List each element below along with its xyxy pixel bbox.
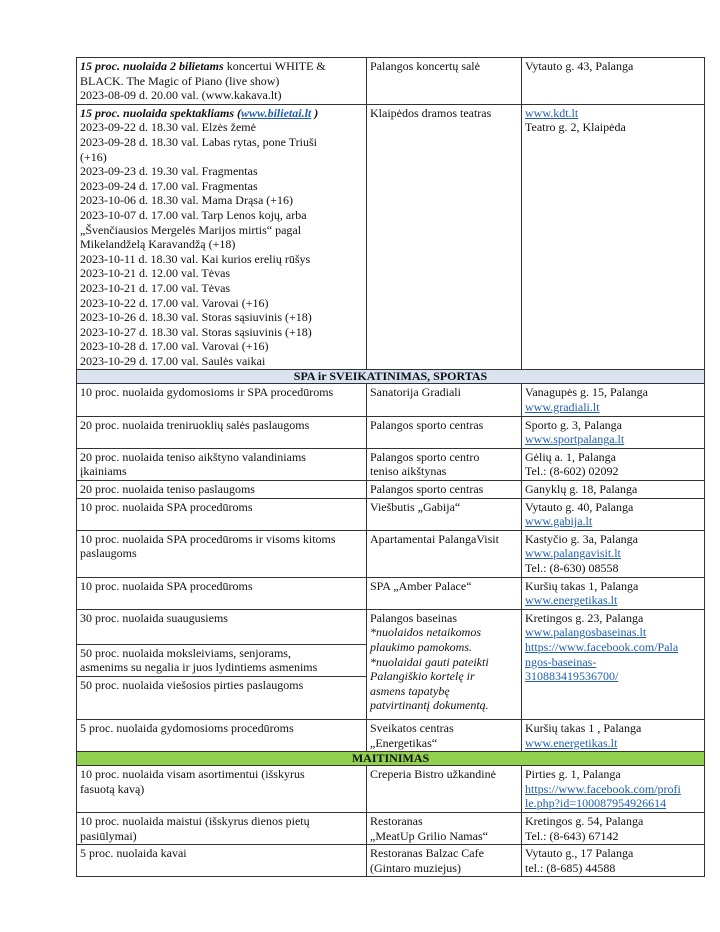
discount-cell <box>77 719 367 751</box>
place-cell <box>367 104 522 370</box>
discount-title: 15 proc. nuolaida 2 bilietams <box>80 59 224 73</box>
discount-text: 10 proc. nuolaida maistui (išskyrus dienos pietų <box>80 813 310 828</box>
address-text: tel.: (8-685) 44588 <box>525 860 616 875</box>
discount-text: 5 proc. nuolaida kavai <box>80 846 187 861</box>
table-row <box>77 384 705 416</box>
address-text: Vytauto g. 43, Palanga <box>525 59 634 73</box>
place-name: Creperia Bistro užkandinė <box>370 767 496 782</box>
address-text: Kretingos g. 23, Palanga <box>525 610 644 625</box>
table-row <box>77 104 705 370</box>
place-name: teniso aikštynas <box>370 464 447 479</box>
place-cell <box>367 384 522 416</box>
discount-text: fasuotą kavą) <box>80 781 145 796</box>
place-cell <box>367 845 522 877</box>
table-row <box>77 498 705 530</box>
discount-text: įkainiams <box>80 464 127 479</box>
place-name: Apartamentai PalangaVisit <box>370 531 499 546</box>
address-cell <box>522 384 705 416</box>
section-header-food: MAITINIMAS <box>77 752 705 766</box>
discount-text: 10 proc. nuolaida visam asortimentui (išskyrus <box>80 767 305 782</box>
discount-title: 15 proc. nuolaida spektakliams ( <box>80 105 242 120</box>
performance-line: „Švenčiausios Mergelės Marijos mirtis“ pagal <box>80 222 302 237</box>
performance-line: 2023-10-22 d. 17.00 val. Varovai (+16) <box>80 295 269 310</box>
discount-text: 10 proc. nuolaida SPA procedūroms ir visoms kitoms <box>80 531 336 546</box>
address-text: Tel.: (8-643) 67142 <box>525 828 619 843</box>
address-cell <box>522 766 705 813</box>
website-link[interactable]: le.php?id=100087954926614 <box>525 796 667 811</box>
place-name: „Energetikas“ <box>370 735 438 750</box>
performance-line: 2023-10-21 d. 12.00 val. Tėvas <box>80 266 231 281</box>
discount-text: 20 proc. nuolaida teniso aikštyno valandiniams <box>80 449 306 464</box>
performance-line: 2023-10-11 d. 18.30 val. Kai kurios erelių rūšys <box>80 251 311 266</box>
table-row <box>77 58 705 105</box>
discount-cell <box>77 104 367 370</box>
table-row <box>77 448 705 480</box>
place-name: Klaipėdos dramos teatras <box>370 105 492 120</box>
performance-line: 2023-09-23 d. 19.30 val. Fragmentas <box>80 164 258 179</box>
table-row <box>77 609 705 644</box>
discount-cell <box>77 766 367 813</box>
website-link[interactable]: www.gradiali.lt <box>525 400 600 415</box>
section-header-row <box>77 752 705 766</box>
note-text: *nuolaidos netaikomos <box>370 625 481 640</box>
discount-text: 10 proc. nuolaida gydomosioms ir SPA procedūroms <box>80 385 334 400</box>
table-row <box>77 416 705 448</box>
address-text: Pirties g. 1, Palanga <box>525 767 621 782</box>
table-row <box>77 719 705 751</box>
table-row <box>77 845 705 877</box>
address-text: Gėlių a. 1, Palanga <box>525 449 616 464</box>
place-cell <box>367 766 522 813</box>
discount-cell <box>77 416 367 448</box>
place-name: Palangos sporto centro <box>370 449 480 464</box>
note-text: Palangiškio kortelę ir <box>370 669 475 684</box>
place-name: Palangos sporto centras <box>370 482 484 497</box>
performance-line: 2023-10-06 d. 18.30 val. Mama Drąsa (+16) <box>80 193 294 208</box>
section-header-row <box>77 370 705 384</box>
discount-cell <box>77 384 367 416</box>
performance-line: 2023-09-28 d. 18.30 val. Labas rytas, pone Triuši <box>80 134 317 149</box>
discount-cell <box>77 644 367 676</box>
place-cell <box>367 481 522 499</box>
discount-text: 10 proc. nuolaida SPA procedūroms <box>80 578 253 593</box>
discount-text: pasiūlymai) <box>80 828 137 843</box>
place-cell <box>367 448 522 480</box>
text-line: BLACK. The Magic of Piano (live show) <box>80 73 280 88</box>
address-text: Sporto g. 3, Palanga <box>525 417 622 432</box>
discount-cell <box>77 609 367 644</box>
place-name: (Gintaro muziejus) <box>370 860 461 875</box>
discount-text: paslaugoms <box>80 546 137 561</box>
table-row <box>77 530 705 577</box>
website-link[interactable]: https://www.facebook.com/profi <box>525 781 681 796</box>
performance-line: 2023-09-22 d. 18.30 val. Elzės žemė <box>80 120 256 135</box>
table-row <box>77 481 705 499</box>
address-cell <box>522 481 705 499</box>
address-text: Kastyčio g. 3a, Palanga <box>525 531 638 546</box>
place-name: Restoranas <box>370 813 423 828</box>
address-text: Teatro g. 2, Klaipėda <box>525 120 626 135</box>
address-cell <box>522 609 705 719</box>
website-link[interactable]: 310883419536700/ <box>525 669 619 684</box>
website-link[interactable]: https://www.facebook.com/Pala <box>525 639 679 654</box>
website-link[interactable]: www.sportpalanga.lt <box>525 432 625 447</box>
discount-title-rest: koncertui WHITE & <box>223 59 326 73</box>
address-text: Tel.: (8-602) 02092 <box>525 464 619 479</box>
performance-line: 2023-10-07 d. 17.00 val. Tarp Lenos kojų, arba <box>80 207 307 222</box>
address-text: Vytauto g., 17 Palanga <box>525 846 634 861</box>
discount-text: 10 proc. nuolaida SPA procedūroms <box>80 499 253 514</box>
place-name: Sanatorija Gradiali <box>370 385 461 400</box>
note-text: plaukimo pamokoms. <box>370 639 472 654</box>
discount-cell <box>77 577 367 609</box>
performance-line: Mikelandželą Karavandžą (+18) <box>80 237 236 252</box>
performance-line: 2023-09-24 d. 17.00 val. Fragmentas <box>80 178 258 193</box>
discount-cell <box>77 845 367 877</box>
place-name: Viešbutis „Gabija“ <box>370 499 461 514</box>
address-cell <box>522 530 705 577</box>
website-link[interactable]: www.kdt.lt <box>525 105 579 120</box>
address-cell <box>522 845 705 877</box>
discount-cell <box>77 812 367 844</box>
discount-text: 50 proc. nuolaida viešosios pirties paslaugoms <box>80 677 304 692</box>
performance-line: (+16) <box>80 149 107 164</box>
section-header-spa: SPA ir SVEIKATINIMAS, SPORTAS <box>77 370 705 384</box>
discount-text: 5 proc. nuolaida gydomosioms procedūroms <box>80 720 294 735</box>
bilietai-link[interactable]: www.bilietai.lt <box>241 105 312 120</box>
address-cell <box>522 58 705 105</box>
table-row <box>77 577 705 609</box>
website-link[interactable]: www.energetikas.lt <box>525 735 618 750</box>
performance-line: 2023-10-21 d. 17.00 val. Tėvas <box>80 280 231 295</box>
performance-list <box>80 120 363 368</box>
website-link[interactable]: ngos-baseinas- <box>525 654 597 669</box>
discount-text: 30 proc. nuolaida suaugusiems <box>80 610 228 625</box>
discount-cell <box>77 481 367 499</box>
website-link[interactable]: www.palangosbaseinas.lt <box>525 625 647 640</box>
place-name: Palangos koncertų salė <box>370 59 480 73</box>
discount-text: 50 proc. nuolaida moksleiviams, senjorams, <box>80 645 291 660</box>
discount-text: asmenims su negalia ir juos lydintiems asmenims <box>80 660 318 675</box>
address-text: Vytauto g. 40, Palanga <box>525 499 634 514</box>
website-link[interactable]: www.gabija.lt <box>525 514 593 529</box>
place-cell <box>367 719 522 751</box>
table-row <box>77 766 705 813</box>
table-row <box>77 812 705 844</box>
address-text: Kuršių takas 1 , Palanga <box>525 720 642 735</box>
address-text: Kuršių takas 1, Palanga <box>525 578 639 593</box>
discount-table <box>76 57 705 877</box>
website-link[interactable]: www.palangavisit.lt <box>525 546 621 561</box>
place-name: Palangos baseinas <box>370 610 457 625</box>
note-text: asmens tapatybę <box>370 683 450 698</box>
place-cell <box>367 577 522 609</box>
place-name: Restoranas Balzac Cafe <box>370 846 484 861</box>
discount-cell <box>77 676 367 719</box>
address-cell <box>522 104 705 370</box>
place-name: Sveikatos centras <box>370 720 454 735</box>
note-text: *nuolaidai gauti pateikti <box>370 654 489 669</box>
performance-line: 2023-10-27 d. 18.30 val. Storas sąsiuvinis (+18) <box>80 324 312 339</box>
address-cell <box>522 416 705 448</box>
address-text: Kretingos g. 54, Palanga <box>525 813 644 828</box>
phone-text: Tel.: (8-630) 08558 <box>525 561 619 575</box>
place-name: Palangos sporto centras <box>370 417 484 432</box>
place-cell <box>367 812 522 844</box>
discount-cell <box>77 448 367 480</box>
discount-cell <box>77 498 367 530</box>
place-cell <box>367 416 522 448</box>
discount-cell <box>77 530 367 577</box>
place-name: SPA „Amber Palace“ <box>370 578 472 593</box>
text-line: 2023-08-09 d. 20.00 val. (www.kakava.lt) <box>80 88 282 103</box>
discount-title-end: ) <box>311 105 319 120</box>
note-text: patvirtinantį dokumentą. <box>370 698 489 713</box>
address-cell <box>522 812 705 844</box>
address-cell <box>522 577 705 609</box>
performance-line: 2023-10-28 d. 17.00 val. Varovai (+16) <box>80 339 269 354</box>
place-cell <box>367 58 522 105</box>
discount-text: 20 proc. nuolaida teniso paslaugoms <box>80 482 255 497</box>
performance-line: 2023-10-26 d. 18.30 val. Storas sąsiuvinis (+18) <box>80 310 312 325</box>
place-name: „MeatUp Grilio Namas“ <box>370 828 488 843</box>
performance-line: 2023-10-29 d. 17.00 val. Saulės vaikai <box>80 353 266 368</box>
place-cell <box>367 530 522 577</box>
place-cell <box>367 498 522 530</box>
address-cell <box>522 498 705 530</box>
discount-text: 20 proc. nuolaida treniruoklių salės paslaugoms <box>80 417 310 432</box>
address-cell <box>522 719 705 751</box>
address-text: Vanagupės g. 15, Palanga <box>525 385 648 400</box>
website-link[interactable]: www.energetikas.lt <box>525 593 618 608</box>
address-cell <box>522 448 705 480</box>
address-text: Ganyklų g. 18, Palanga <box>525 482 638 497</box>
discount-cell <box>77 58 367 105</box>
place-cell <box>367 609 522 719</box>
